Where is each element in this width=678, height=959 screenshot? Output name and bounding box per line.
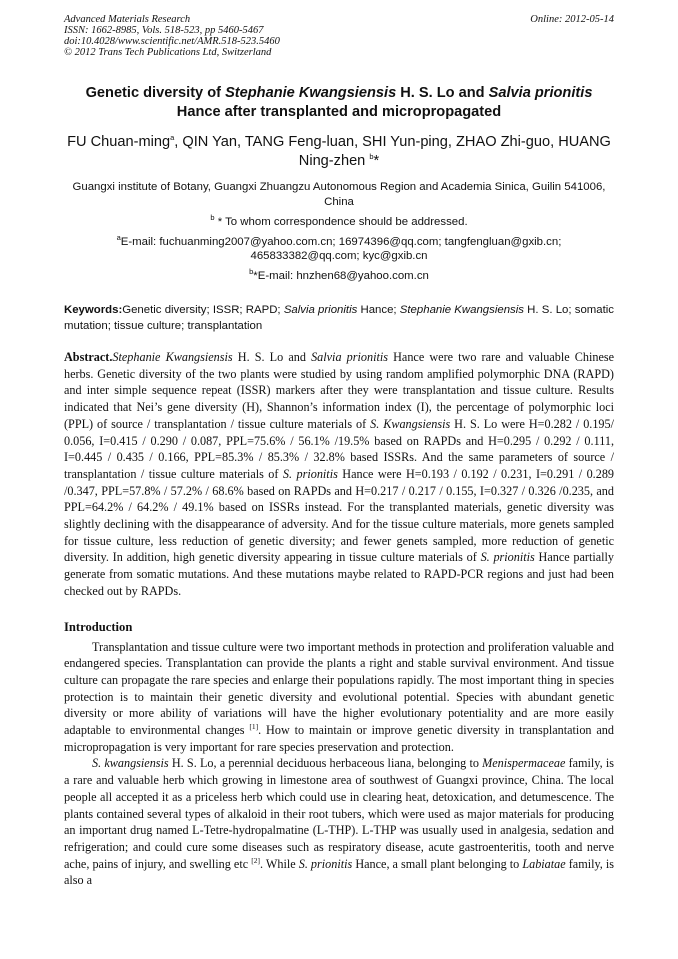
affiliation: Guangxi institute of Botany, Guangxi Zhuangzu Autonomous Region and Academia Sinica, Guilin 541006, China: [72, 181, 606, 208]
copyright-line: © 2012 Trans Tech Publications Ltd, Switzerland: [64, 47, 272, 58]
author-list: [64, 133, 614, 171]
paragraph-text: family, is a rare and valuable herb which growing in limestone area of southwest of Guangxi province, China. The local people all accepted it as a priceless herb which could use in clearing heat, detoxication, and detumescence. The plants contained several types of alkaloid in their root tubers, which were used as major materials for producing an important drug named L-Tetre-hydropalmatine (L-THP). L-THP was usually used in analgesia, sedation and refrigeration; and could cure some diseases such as respiratory disease, acute gastroenteritis, tooth and nerve ache, pains of injury, and swelling etc: [64, 756, 614, 871]
paragraph-text: Hance, a small plant belonging to: [352, 856, 523, 871]
family-name: Labiatae: [522, 856, 566, 871]
journal-name: Advanced Materials Research: [64, 14, 191, 25]
intro-paragraph-2: [64, 755, 614, 889]
paragraph-text: Transplantation and tissue culture were two important methods in protection and proliferation valuable and endangered species. Transplantation can provide the plants a right and stable survival environment. And tissue culture can propagate the rare species and enlarge their populations rapidly. The most important thing in species protection is to maintain their genetic diversity and evolutional potential. Species with abundant genetic diversity or more ability of variations will have the higher evolutionary potentiality and are more easily adaptable to environmental changes: [64, 639, 614, 738]
author-affil-mark: b: [369, 152, 374, 162]
species-name: S. prionitis: [282, 466, 338, 481]
abstract-text: H. S. Lo were H=0.282 / 0.195/ 0.056, I=0.415 / 0.290 / 0.087, PPL=75.6% / 56.1% /19.5% based on RAPDs and H=0.295 / 0.292 / 0.111, I=0.445 / 0.435 / 0.166, PPL=85.3% / 85.3% / 32.8% based ISSRs. And the same parameters of source / transplantation / tissue culture materials of: [64, 416, 614, 481]
correspondence-note: [64, 215, 614, 230]
paragraph-text: . While: [259, 856, 299, 871]
abstract-text: Hance were H=0.193 / 0.192 / 0.231, I=0.291 / 0.289 /0.347, PPL=57.8% / 57.2% / 68.6% based on RAPDs and H=0.217 / 0.217 / 0.155, I=0.327 / 0.326 /0.235, and PPL=64.2% / 64.2% / 49.1% based on ISSRs instead. For the transplanted materials, genetic diversity was slightly declining with the disappearance of adversity. And for the tissue culture materials, more genets sampled for tissue culture, less reduction of genetic diversity; and fewer genets sampled, more reduction of genetic diversity. In addition, high genetic diversity appearing in tissue culture materials of: [64, 466, 615, 565]
species-name: S. prionitis: [298, 856, 353, 871]
paragraph-text: family, is also a: [64, 856, 615, 888]
species-name: Stephanie Kwangsiensis: [112, 350, 233, 364]
paragraph-text: H. S. Lo, a perennial deciduous herbaceous liana, belonging to: [168, 756, 483, 771]
title-species-2: Salvia prionitis: [488, 85, 593, 101]
journal-header: [64, 14, 614, 58]
title-part: Genetic diversity of: [85, 85, 226, 101]
abstract-label: Abstract.: [64, 350, 113, 364]
introduction-body: [64, 639, 614, 890]
keyword-species: Stephanie Kwangsiensis: [399, 304, 524, 316]
paper-title: [64, 84, 614, 122]
abstract-text: Hance were two rare and valuable Chinese herbs. Genetic diversity of the two plants were studied by using random amplified polymorphic DNA (RAPD) and inter simple sequence repeat (ISSR) markers after they were transplantation and tissue culture. Results indicated that Nei’s gene diversity (H), Shannon’s information index (I), the percentage of polymorphic loci (PPL) of source / transplantation / tissue culture materials of: [64, 350, 615, 431]
email-text: E-mail: fuchuanming2007@yahoo.com.cn; 16974396@qq.com; tangfengluan@gxib.cn; 465833382@qq.com; kyc@gxib.cn: [120, 235, 562, 262]
citation-ref: [1]: [249, 722, 259, 731]
email-a: [64, 232, 614, 264]
keyword-text: Genetic diversity; ISSR; RAPD;: [122, 304, 284, 316]
family-name: Menispermaceae: [482, 756, 566, 771]
abstract-text: Hance partially generate from somatic mutations. And these mutations maybe related to RAPD-PCR regions and just had been checked out by RAPDs.: [64, 550, 615, 598]
species-name: S. Kwangsiensis: [370, 416, 451, 431]
title-part: Hance after transplanted and micropropagated: [176, 104, 502, 120]
email-b: [64, 266, 614, 284]
species-name: S. prionitis: [480, 550, 535, 565]
keyword-text: H. S. Lo; somatic mutation; tissue culture; transplantation: [64, 304, 614, 332]
species-name: S. kwangsiensis: [92, 756, 169, 771]
paragraph-text: . How to maintain or improve genetic diversity in transplantation and micropropagation is very important for rare species preservation and protection.: [64, 723, 614, 754]
online-date: Online: 2012-05-14: [530, 14, 614, 25]
issn-line: ISSN: 1662-8985, Vols. 518-523, pp 5460-5467: [64, 25, 264, 36]
keywords-label: Keywords:: [64, 304, 123, 316]
email-text: *E-mail: hnzhen68@yahoo.com.cn: [253, 269, 429, 282]
author-name: FU Chuan-ming: [67, 134, 171, 150]
author-affil-mark: a: [170, 133, 175, 143]
doi-line: doi:10.4028/www.scientific.net/AMR.518-523.5460: [64, 36, 280, 47]
author-names: , QIN Yan, TANG Feng-luan, SHI Yun-ping, ZHAO Zhi-guo, HUANG Ning-zhen: [174, 134, 611, 169]
abstract-text: H. S. Lo and: [232, 350, 312, 364]
species-name: Salvia prionitis: [311, 350, 388, 364]
title-species-1: Stephanie Kwangsiensis: [225, 85, 397, 101]
keyword-text: Hance;: [357, 304, 400, 316]
title-part: H. S. Lo and: [396, 85, 489, 101]
keyword-species: Salvia prionitis: [283, 304, 358, 316]
corr-mark: b: [210, 213, 215, 223]
introduction-heading: Introduction: [64, 619, 133, 634]
citation-ref: [2]: [251, 855, 260, 865]
email-mark: a: [116, 232, 121, 242]
abstract: [64, 349, 614, 600]
corr-text: * To whom correspondence should be addressed.: [214, 216, 468, 228]
intro-paragraph-1: [64, 639, 614, 756]
keywords: [64, 302, 614, 334]
email-mark: b: [249, 266, 254, 276]
corresponding-star: *: [373, 153, 380, 169]
